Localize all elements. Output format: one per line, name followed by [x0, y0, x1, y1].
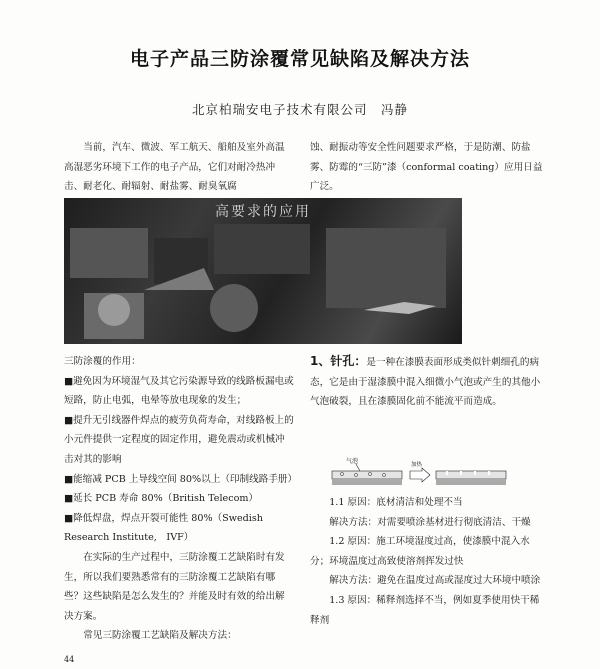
- collage-panel: [214, 224, 310, 274]
- photo-title: 高要求的应用: [215, 204, 311, 220]
- substrate-layer-after: [436, 479, 506, 485]
- left-body: [64, 352, 298, 646]
- engine-shape: [210, 284, 258, 332]
- functions-heading: 三防涂覆的作用：: [64, 356, 141, 367]
- collage-graphic: [64, 198, 462, 344]
- collage-panel: [70, 228, 148, 278]
- defect-heading: 1、针孔：: [310, 354, 367, 368]
- body-paragraph: 在实际的生产过程中，三防涂覆工艺缺陷时有发生，所以我们要熟悉常有的三防涂覆工艺缺陷有哪些？这些缺陷是怎么发生的？并能及时有效的给出解决方案。: [64, 551, 285, 622]
- body-paragraph: 常见三防涂覆工艺缺陷及解决方法：: [83, 630, 237, 642]
- heat-label: 加热: [411, 462, 423, 468]
- intro-right: [310, 138, 546, 197]
- article-title: 电子产品三防涂覆常见缺陷及解决方法: [129, 48, 470, 70]
- function-bullet: ■降低焊盘，焊点开裂可能性 80%（Swedish Research Institute, IVF）: [64, 512, 263, 544]
- cause-item: 1.3 原因：稀释剂选择不当，例如夏季使用快干稀释剂: [310, 594, 540, 626]
- applications-photo: [64, 198, 462, 344]
- cause-item: 1.1 原因：底材清洁和处理不当: [329, 497, 463, 508]
- defect-description: 是一种在漆膜表面形成类似针刺细孔的病态，它是由于湿漆膜中混入细微小气泡或产生的其他小气泡破裂，且在漆膜固化前不能流平而造成。: [310, 357, 541, 408]
- page-number: 44: [64, 655, 75, 664]
- cause-item: 1.2 原因：施工环境湿度过高，使漆膜中混入水分；环境温度过高致使溶剂挥发过快: [310, 536, 530, 567]
- solution-item: 解决方法：对需要喷涂基材进行彻底清洁、干燥: [329, 516, 531, 528]
- intro-left: [64, 138, 294, 197]
- author-line: 北京柏瑞安电子技术有限公司 冯静: [191, 102, 408, 117]
- function-bullet: ■提升无引线器件焊点的疲劳负荷寿命，对线路板上的小元件提供一定程度的固定作用，避免震动或机械冲击对其的影响: [64, 414, 294, 465]
- heat-arrow: [410, 468, 430, 482]
- defect-solutions: [310, 493, 546, 630]
- intro-right-text: 蚀、耐振动等安全性问题要求严格，于是防潮、防盐雾、防霉的“三防”漆（conformal coating）应用日益广泛。: [310, 142, 543, 193]
- ship-panel: [326, 228, 446, 308]
- pinhole-diagram: [326, 455, 512, 491]
- function-bullet: ■能缩减 PCB 上导线空间 80%以上（印制线路手册）: [64, 473, 298, 485]
- substrate-layer: [332, 479, 402, 485]
- film-layer: [332, 471, 402, 479]
- function-bullet: ■延长 PCB 寿命 80%（British Telecom）: [64, 493, 259, 505]
- solution-item: 解决方法：避免在温度过高或湿度过大环境中喷涂: [329, 575, 541, 587]
- satellite-dish: [98, 294, 130, 326]
- bubble-label: 气泡: [346, 458, 359, 465]
- right-body: [310, 352, 546, 412]
- intro-left-text: 当前，汽车、微波、军工航天、船舶及室外高温高湿恶劣环境下工作的电子产品，它们对耐冷热冲击、耐老化、耐辐射、耐盐雾、耐臭氧腐: [64, 142, 285, 193]
- function-bullet: ■避免因为环境湿气及其它污染源导致的线路板漏电或短路，防止电弧，电晕等放电现象的发生；: [64, 375, 294, 407]
